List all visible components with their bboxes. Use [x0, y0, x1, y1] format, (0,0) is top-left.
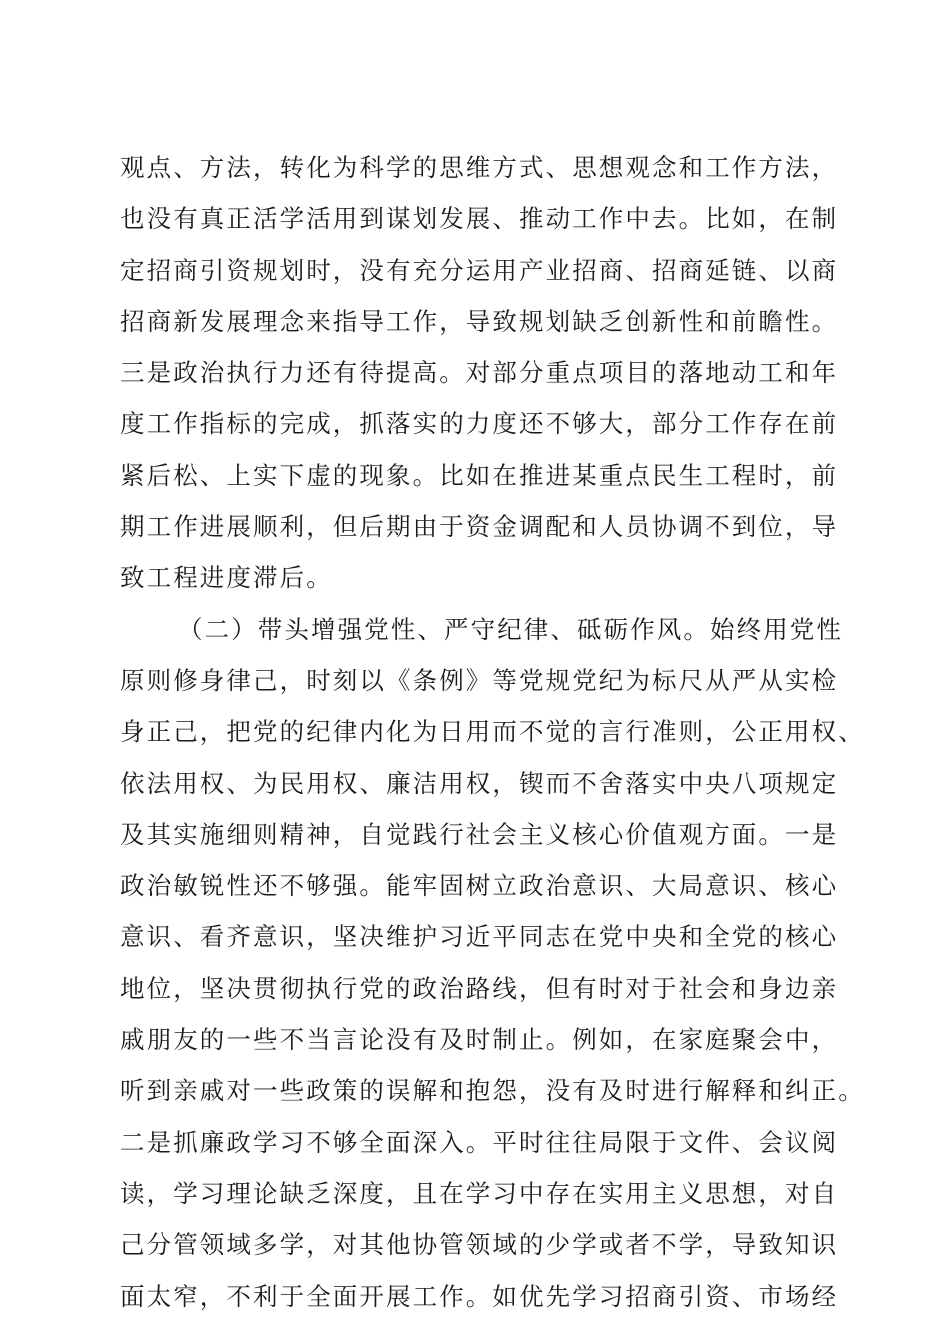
text-line: 原则修身律己，时刻以《条例》等党规党纪为标尺从严从实检: [120, 665, 839, 695]
text-line: 己分管领域多学，对其他协管领域的少学或者不学，导致知识: [120, 1230, 839, 1260]
section-heading-line: （二）带头增强党性、严守纪律、砥砺作风。始终用党性: [178, 614, 843, 644]
text-line: 度工作指标的完成，抓落实的力度还不够大，部分工作存在前: [120, 409, 839, 439]
text-line: 致工程进度滞后。: [120, 563, 333, 593]
text-line: 政治敏锐性还不够强。能牢固树立政治意识、大局意识、核心: [120, 871, 839, 901]
text-line: 二是抓廉政学习不够全面深入。平时往往局限于文件、会议阅: [120, 1127, 839, 1157]
text-line: 紧后松、上实下虚的现象。比如在推进某重点民生工程时，前: [120, 460, 839, 490]
body-text: [120, 142, 865, 1322]
text-line: 三是政治执行力还有待提高。对部分重点项目的落地动工和年: [120, 358, 839, 388]
text-line: 依法用权、为民用权、廉洁用权，锲而不舍落实中央八项规定: [120, 768, 839, 798]
text-line: 意识、看齐意识，坚决维护习近平同志在党中央和全党的核心: [120, 922, 839, 952]
text-line: 戚朋友的一些不当言论没有及时制止。例如，在家庭聚会中，: [120, 1025, 839, 1055]
text-line: 定招商引资规划时，没有充分运用产业招商、招商延链、以商: [120, 255, 839, 285]
text-line: 听到亲戚对一些政策的误解和抱怨，没有及时进行解释和纠正。: [120, 1076, 865, 1106]
text-line: 地位，坚决贯彻执行党的政治路线，但有时对于社会和身边亲: [120, 973, 839, 1003]
text-line: 读，学习理论缺乏深度，且在学习中存在实用主义思想，对自: [120, 1178, 839, 1208]
text-line: 观点、方法，转化为科学的思维方式、思想观念和工作方法，: [120, 153, 839, 182]
text-line: 面太窄，不利于全面开展工作。如优先学习招商引资、市场经: [120, 1281, 839, 1311]
text-line: 也没有真正活学活用到谋划发展、推动工作中去。比如，在制: [120, 204, 839, 234]
text-line: 招商新发展理念来指导工作，导致规划缺乏创新性和前瞻性。: [120, 306, 839, 336]
text-line: 身正己，把党的纪律内化为日用而不觉的言行准则，公正用权、: [120, 717, 865, 747]
text-line: 及其实施细则精神，自觉践行社会主义核心价值观方面。一是: [120, 819, 839, 849]
text-line: 期工作进展顺利，但后期由于资金调配和人员协调不到位，导: [120, 512, 839, 542]
